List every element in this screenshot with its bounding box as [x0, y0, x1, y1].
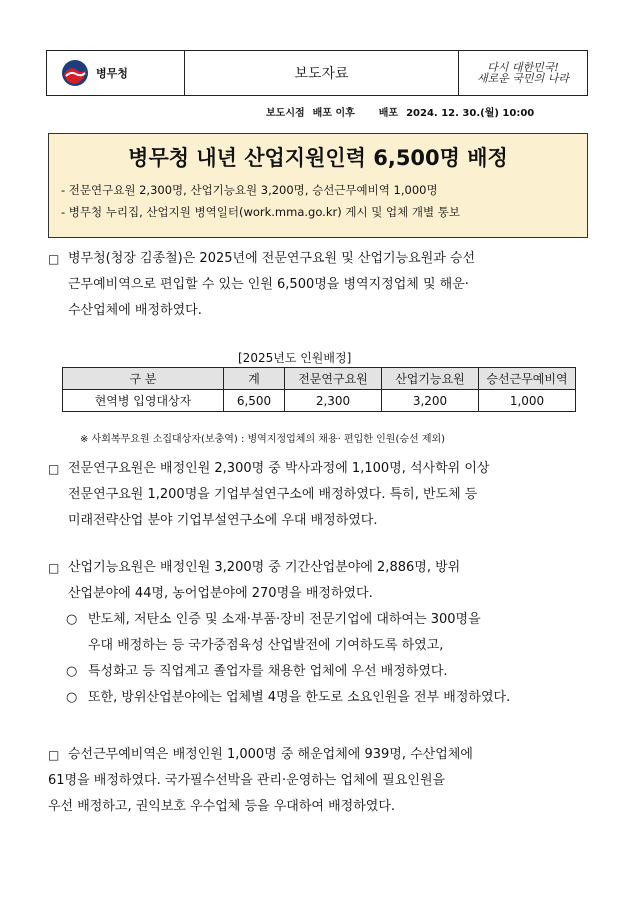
- release-time: 배포 이후: [312, 108, 355, 119]
- square-bullet-icon: □: [48, 748, 60, 762]
- header-researcher: 전문연구요원: [285, 368, 382, 390]
- subtitle-2: - 병무청 누리집, 산업지원 병역일터(work.mma.go.kr) 게시 및 업체 개별 통보: [61, 205, 460, 219]
- researchers-line-1: 전문연구요원은 배정인원 2,300명 중 박사과정에 1,100명, 석사학위 이상: [68, 461, 490, 476]
- paragraph-industrial: [48, 555, 593, 711]
- cell-industrial: 3,200: [382, 390, 479, 412]
- allocation-table: [62, 367, 576, 412]
- slogan: [459, 51, 587, 95]
- release-info: [266, 104, 586, 119]
- overview-line-2: 근무예비역으로 편입할 수 있는 인원 6,500명을 병역지정업체 및 해운·: [68, 277, 469, 292]
- industrial-sub-2: 특성화고 등 직업계고 졸업자를 채용한 업체에 우선 배정하였다.: [88, 664, 448, 679]
- cell-total: 6,500: [224, 390, 285, 412]
- slogan-line-1: 다시 대한민국!: [487, 61, 559, 74]
- circle-bullet-icon: ○: [66, 612, 78, 627]
- subtitle-1: - 전문연구요원 2,300명, 산업기능요원 3,200명, 승선근무예비역 1,000명: [61, 183, 438, 197]
- paragraph-shipboard: [48, 742, 593, 820]
- shipboard-line-2: 61명을 배정하였다. 국가필수선박을 관리·운영하는 업체에 필요인원을: [48, 773, 446, 788]
- overview-line-3: 수산업체에 배정하였다.: [68, 303, 202, 318]
- doc-type: 보도자료: [185, 51, 459, 95]
- cell-category: 현역병 입영대상자: [63, 390, 224, 412]
- circle-bullet-icon: ○: [66, 690, 78, 705]
- table-row: [63, 390, 576, 412]
- shipboard-line-1: 승선근무예비역은 배정인원 1,000명 중 해운업체에 939명, 수산업체에: [68, 747, 473, 762]
- shipboard-line-3: 우선 배정하고, 권익보호 우수업체 등을 우대하여 배정하였다.: [48, 799, 396, 814]
- mma-emblem-icon: [61, 59, 89, 87]
- header-industrial: 산업기능요원: [382, 368, 479, 390]
- industrial-line-1: 산업기능요원은 배정인원 3,200명 중 기간산업분야에 2,886명, 방위: [68, 560, 461, 575]
- table-header-row: [63, 368, 576, 390]
- researchers-line-3: 미래전략산업 분야 기업부설연구소에 우대 배정하였다.: [68, 513, 378, 528]
- header-total: 계: [224, 368, 285, 390]
- table-caption: [2025년도 인원배정]: [238, 351, 352, 365]
- square-bullet-icon: □: [48, 462, 60, 476]
- industrial-line-2: 산업분야에 44명, 농어업분야에 270명을 배정하였다.: [68, 586, 373, 601]
- industrial-sub-3: 또한, 방위산업분야에는 업체별 4명을 한도로 소요인원을 전부 배정하였다.: [88, 690, 511, 705]
- researchers-line-2: 전문연구요원 1,200명을 기업부설연구소에 배정하였다. 특히, 반도체 등: [68, 487, 478, 502]
- circle-bullet-icon: ○: [66, 664, 78, 679]
- paragraph-researchers: [48, 456, 593, 534]
- main-title: 병무청 내년 산업지원인력 6,500명 배정: [128, 146, 508, 170]
- square-bullet-icon: □: [48, 252, 60, 266]
- industrial-sub-1-line-1: 반도체, 저탄소 인증 및 소재·부품·장비 전문기업에 대하여는 300명을: [88, 612, 481, 627]
- cell-researcher: 2,300: [285, 390, 382, 412]
- headline-box: [48, 133, 588, 238]
- square-bullet-icon: □: [48, 561, 60, 575]
- org-logo-cell: [47, 51, 185, 95]
- slogan-line-2: 새로운 국민의 나라: [476, 72, 569, 85]
- paragraph-overview: [48, 246, 593, 324]
- distribution-date: 2024. 12. 30.(월) 10:00: [406, 108, 535, 119]
- org-name: 병무청: [96, 67, 128, 80]
- cell-shipboard: 1,000: [479, 390, 576, 412]
- overview-line-1: 병무청(청장 김종철)은 2025년에 전문연구요원 및 산업기능요원과 승선: [68, 251, 476, 266]
- header-shipboard: 승선근무예비역: [479, 368, 576, 390]
- press-header: [46, 50, 588, 96]
- release-label: 보도시점: [266, 108, 305, 119]
- distribution-label: 배포: [378, 108, 399, 119]
- table-note: ※ 사회복무요원 소집대상자(보충역) : 병역지정업체의 채용· 편입한 인원(승선 제외): [80, 434, 446, 445]
- industrial-sub-1-line-2: 우대 배정하는 등 국가중점육성 산업발전에 기여하도록 하였고,: [88, 638, 444, 653]
- header-category: 구 분: [63, 368, 224, 390]
